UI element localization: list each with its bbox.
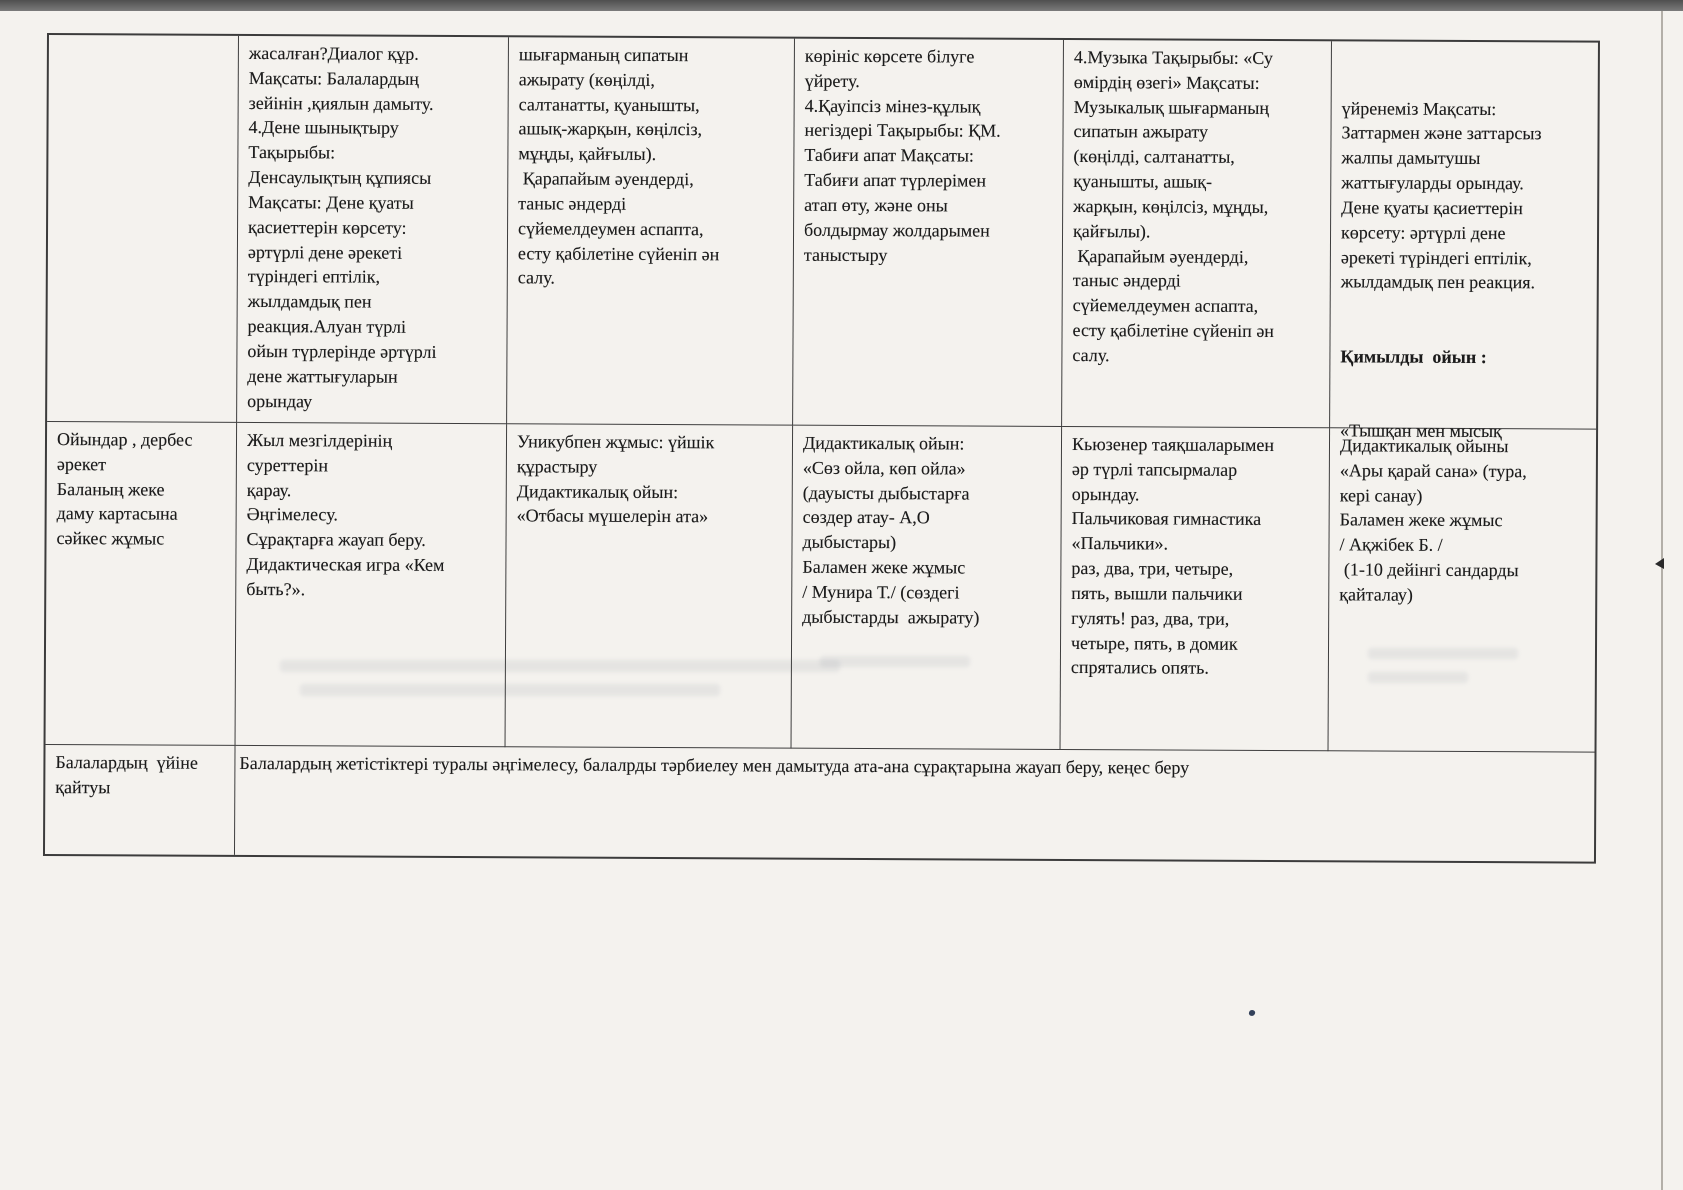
cell-r1c3-music-character: шығарманың сипатын ажырату (көңілді, салтанатты, қуанышты, ашық-жарқын, көңілсіз, мұңды, қайғылы). Қарапайым әуендерді, таныс әндерді сүйемелдеумен аспапта, есту қабілетіне сүйеніп ән салу. [507, 37, 795, 425]
cell-r2c5-cuisenaire-rods: Кьюзенер таяқшаларымен әр түрлі тапсырмалар орындау. Пальчиковая гимнастика «Пальчики». раз, два, три, четыре, пять, вышли пальчики гулять! раз, два, три, четыре, пять, в домик спрятались опять. [1061, 427, 1331, 751]
cell-r1c6-bold-line: Қимылды ойын : [1340, 346, 1487, 367]
cell-r1c6-after-text: «Тышқан мен мысық [1340, 420, 1502, 442]
cell-r1c6-exercise-goal [1330, 41, 1598, 442]
paper-edge-line [1661, 11, 1663, 1190]
lesson-plan-table [43, 33, 1600, 864]
cell-r2c3-unicube-work: Уникубпен жұмыс: үйшік құрастыру Дидактикалық ойын: «Отбасы мүшелерін ата» [506, 424, 794, 748]
pen-dot-mark [1248, 1009, 1256, 1017]
cell-r2c4-didactic-game-words: Дидактикалық ойын: «Сөз ойла, көп ойла» (дауысты дыбыстарға сөздер атау- А,О дыбыстары) Баламен жеке жұмыс / Мунира Т./ (сөздегі дыбыстарды ажырату) [792, 426, 1063, 750]
cell-r1c4-safe-behaviour: көрініс көрсете білуге үйрету. 4.Қауіпсіз мінез-құлық негіздері Тақырыбы: ҚМ. Табиғи апат Мақсаты: Табиғи апат түрлерімен атап өту, және оны болдырмау жолдарымен таныстыру [793, 39, 1064, 427]
scanner-edge-band [0, 0, 1683, 11]
cell-r2c6-counting-game: Дидактикалық ойыны «Ары қарай сана» (тура, кері санау) Баламен жеке жұмыс / Ақжібек Б. / (1-10 дейінгі сандарды қайталау) [1329, 428, 1597, 752]
cell-r3-merged-parent-talk: Балалардың жетістіктері туралы әңгімелесу, балалрды тәрбиелеу мен дамытуда ата-ана сұрақтарына жауап беру, кеңес беру [239, 752, 1190, 778]
cell-r2c2-seasons-pictures: Жыл мезгілдерінің суреттерін қарау. Әңгімелесу. Сұрақтарға жауап беру. Дидактическая игра «Кем быть?». [236, 423, 508, 747]
cell-r1c5-music-topic: 4.Музыка Тақырыбы: «Су өмірдің өзегі» Мақсаты: Музыкалық шығарманың сипатын ажырату (көңілді, салтанатты, қуанышты, ашық- жарқын, көңілсіз, мұңды, қайғылы). Қарапайым әуендерді, таныс әндерді сүйемелдеумен аспапта, есту қабілетіне сүйеніп ән салу. [1062, 40, 1332, 428]
cell-r1c6-main-text: үйренеміз Мақсаты: Заттармен және заттарсыз жалпы дамытушы жаттығуларды орындау. Дене қуаты қасиеттерін көрсету: әртүрлі дене әрекеті түріндегі ептілік, жылдамдық пен реакция. [1340, 97, 1542, 293]
cell-r3-row-label-going-home: Балалардың үйіне қайтуы [45, 745, 236, 855]
paper-edge-speck [1655, 558, 1664, 569]
cell-r1c2-physical-training: жасалған?Диалог құр. Мақсаты: Балалардың зейінін ,қиялын дамыту. 4.Дене шынықтыру Тақырыбы: Денсаулықтың құпиясы Мақсаты: Дене қуаты қасиеттерін көрсету: әртүрлі дене әрекеті түріндегі ептілік, жылдамдық пен реакция.Алуан түрлі ойын түрлерінде әртүрлі дене жаттығуларын орындау [237, 36, 509, 424]
cell-r2-row-label-games: Ойындар , дербес әрекет Баланың жеке даму картасына сәйкес жұмыс [46, 422, 238, 746]
cell-r1-row-label-empty [47, 35, 239, 423]
